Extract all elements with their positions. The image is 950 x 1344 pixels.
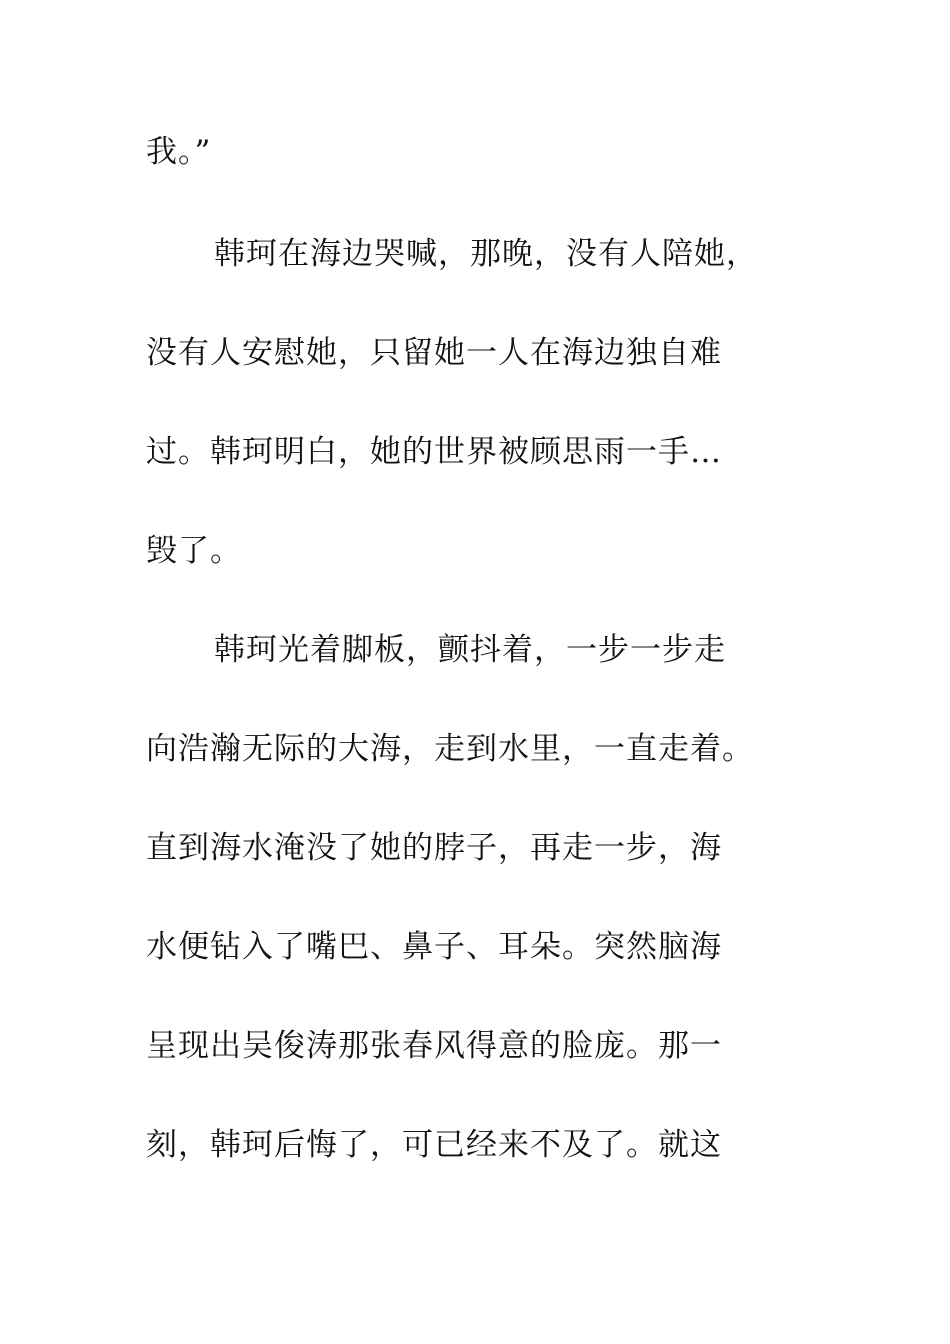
- text-line-7: 向浩瀚无际的大海，走到水里，一直走着。: [146, 731, 754, 767]
- text-line-9: 水便钻入了嘴巴、鼻子、耳朵。突然脑海: [146, 929, 722, 965]
- text-line-6: 韩珂光着脚板，颤抖着，一步一步走: [214, 632, 726, 668]
- text-line-1: 我。”: [146, 134, 212, 170]
- text-line-8: 直到海水淹没了她的脖子，再走一步，海: [146, 830, 722, 866]
- text-line-2: 韩珂在海边哭喊，那晚，没有人陪她，: [214, 236, 758, 272]
- text-line-4: 过。韩珂明白，她的世界被顾思雨一手…: [146, 434, 722, 470]
- text-line-3: 没有人安慰她，只留她一人在海边独自难: [146, 335, 722, 371]
- text-line-11: 刻，韩珂后悔了，可已经来不及了。就这: [146, 1127, 722, 1163]
- text-line-5: 毁了。: [146, 533, 242, 569]
- text-line-10: 呈现出吴俊涛那张春风得意的脸庞。那一: [146, 1028, 722, 1064]
